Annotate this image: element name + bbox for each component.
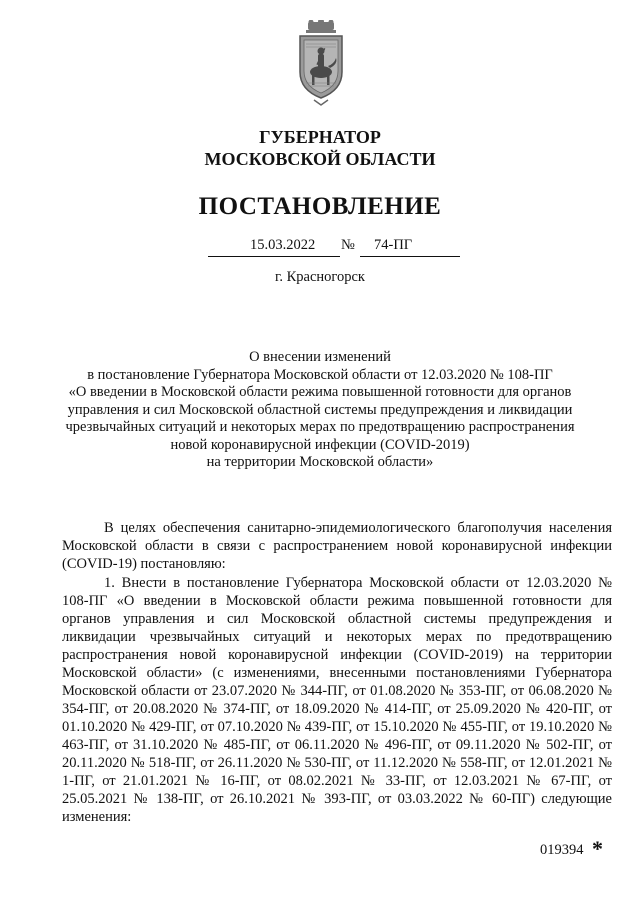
coat-of-arms-icon <box>294 20 348 106</box>
date-number-line <box>208 237 460 259</box>
title-line: в постановление Губернатора Московской области от 12.03.2020 № 108-ПГ <box>87 366 553 383</box>
document-number: 74-ПГ <box>374 237 413 253</box>
org-name-line1: ГУБЕРНАТОР <box>259 127 381 147</box>
number-sign: № <box>341 237 355 253</box>
document-date: 15.03.2022 <box>250 237 316 253</box>
org-name-line2: МОСКОВСКОЙ ОБЛАСТИ <box>204 149 436 169</box>
asterisk-mark: * <box>592 836 603 861</box>
title-line: управления и сил Московской областной системы предупреждения и ликвидации <box>67 401 573 418</box>
body-paragraph-2: 1. Внести в постановление Губернатора Московской области от 12.03.2020 № 108-ПГ «О введении в Московской области режима повышенной готовности для органов управления и сил Московской областной системы предупреждения и ликвидации чрезвычайных ситуаций и некоторых мерах по предотвращению распространения новой коронавирусной инфекции (COVID-2019) на территории Московской области» (с изменениями, внесенными постановлениями Губернатора Московской области от 23.07.2020 № 344-ПГ, от 01.08.2020 № 353-ПГ, от 06.08.2020 № 354-ПГ, от 20.08.2020 № 374-ПГ, от 18.09.2020 № 414-ПГ, от 25.09.2020 № 420-ПГ, от 01.10.2020 № 429-ПГ, от 07.10.2020 № 439-ПГ, от 15.10.2020 № 455-ПГ, от 19.10.2020 № 463-ПГ, от 31.10.2020 № 485-ПГ, от 06.11.2020 № 496-ПГ, от 09.11.2020 № 502-ПГ, от 20.11.2020 № 518-ПГ, от 26.11.2020 № 530-ПГ, от 11.12.2020 № 558-ПГ, от 12.01.2021 № 1-ПГ, от 21.01.2021 № 16-ПГ, от 08.02.2021 № 33-ПГ, от 12.03.2021 № 67-ПГ, от 25.05.2021 № 138-ПГ, от 26.10.2021 № 393-ПГ, от 03.03.2022 № 60-ПГ) следующие изменения: <box>62 575 612 825</box>
document-type: ПОСТАНОВЛЕНИЕ <box>198 193 442 220</box>
serial-number: 019394 <box>540 842 584 858</box>
city: г. Красногорск <box>275 269 365 285</box>
title-line: «О введении в Московской области режима повышенной готовности для органов <box>68 384 572 400</box>
body-paragraph-1: В целях обеспечения санитарно-эпидемиологического благополучия населения Московской области в связи с распространением новой коронавирусной инфекции (COVID-19) постановляю: <box>62 520 612 572</box>
title-line: новой коронавирусной инфекции (COVID-2019) <box>170 436 470 453</box>
title-line: чрезвычайных ситуаций и некоторых мерах по предотвращению распространения <box>65 419 575 435</box>
title-line: О внесении изменений <box>249 349 391 365</box>
document-title <box>40 349 600 472</box>
title-line: на территории Московской области» <box>206 454 434 470</box>
